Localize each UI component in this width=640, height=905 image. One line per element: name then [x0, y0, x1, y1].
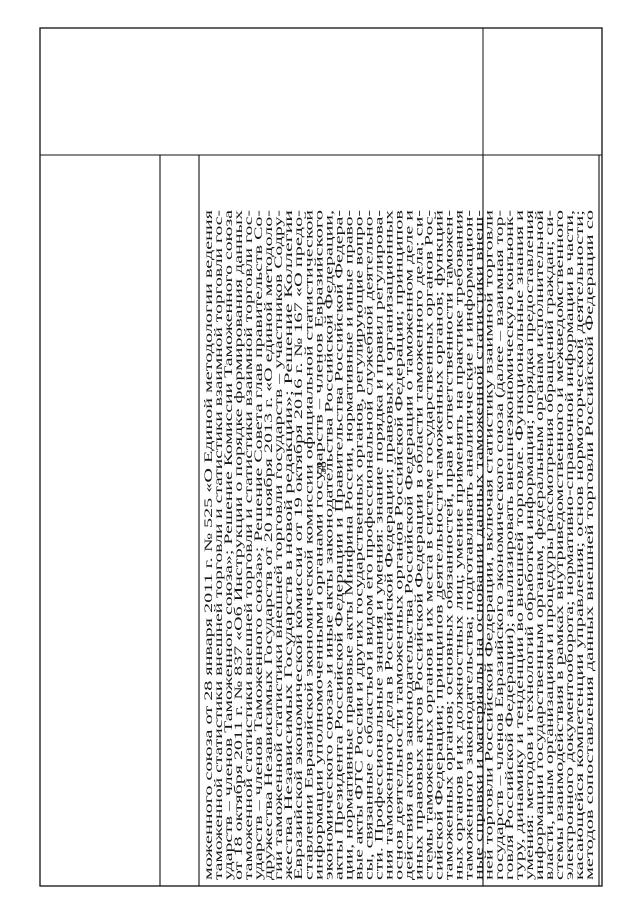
body-line: информации государственным органам, федеральным органам исполнительной	[533, 500, 546, 880]
body-line: от 18 октября 2011 г. № 837 «Об Инструкции о порядке формирования данных	[233, 505, 246, 880]
body-line: экономического союза» и иные акты законодательства Российской Федерации,	[323, 504, 336, 880]
body-line: ции, нормативные правовые акты Минфина России, нормативные и иные право-	[343, 495, 356, 880]
body-line: основ деятельности таможенных органов Российской Федерации; принципов	[393, 510, 406, 880]
body-line: ударств – членов Таможенного союза»; Решение Совета глав правительств Со-	[253, 504, 266, 880]
body-line: ней торговли Российской Федерации, включая статистику взаимной торговли	[483, 510, 496, 880]
body-line: таможенной статистики внешней торговли и статистики взаимной торговли гос-	[213, 496, 226, 880]
page-number: 58	[314, 461, 329, 475]
body-line: стемы взаимодействия в рамках внутриведомственного и межведомственного	[553, 508, 566, 880]
body-line: вые акты ФТС России и других государственных органов, регулирующие вопро-	[353, 494, 366, 880]
body-line: Евразийской экономической комиссии от 19 октября 2016 г. № 167 «О предо-	[293, 511, 306, 880]
body-line: умения: методов и технологий обработки информации; порядка предоставления	[523, 497, 536, 880]
body-line: таможенного законодательства; подготавливать аналитические и информацион-	[463, 499, 476, 880]
body-line: власти, иным организациям и процедуры рассмотрения обращений граждан; си-	[543, 495, 556, 880]
body-line: таможенных органов; основных обязанностей, прав и ответственности таможен-	[443, 494, 456, 880]
body-line: ные справки и материалы на основании данных таможенной статистики внеш-	[473, 503, 486, 880]
body-line: государств – членов Евразийского экономического союза (далее – взаимная тор-	[493, 497, 506, 880]
body-line: сы, связанные с областью и видом его профессиональной служебной деятельно-	[363, 496, 376, 880]
body-line: ударств – членов Таможенного союза»; Решение Комиссии Таможенного союза	[223, 500, 236, 880]
body-line: электронного документооборота; нормативно-справочной информации в части,	[563, 500, 576, 880]
body-line: говля Российской Федерации); анализировать внешнеэкономическую конъюнк-	[503, 500, 516, 880]
body-text-block	[203, 209, 596, 882]
body-line: иных правовых актов Российской Федерации в области таможенного дела; си-	[413, 506, 426, 880]
body-line: моженного союза от 28 января 2011 г. № 525 «О Единой методологии ведения	[203, 508, 215, 880]
body-line: действия актов законодательства Российской Федерации о таможенном деле и	[403, 506, 416, 880]
body-line: стемы таможенных органов и их места в системе государственных органов Рос-	[423, 497, 436, 880]
body-line: туру, динамику и тенденции во внешней торговле. Функциональные знания и	[513, 509, 526, 880]
body-line: сийской Федерации; принципов деятельности таможенных органов; функций	[433, 509, 446, 880]
body-line: сти. Профессиональные знания и умения: знание порядка и правил регулирова-	[373, 499, 386, 880]
body-line: акты Президента Российской Федерации и Правительства Российской Федера-	[333, 503, 346, 880]
body-line: информации уполномоченными органами государств – членов Евразийского	[313, 514, 326, 880]
body-line: ния таможенного дела в Российской Федерации; правовых и организационных	[383, 504, 396, 880]
body-line: жества Независимых Государств в новой редакции»; Решение Коллегии	[283, 536, 296, 880]
body-line: методов сопоставления данных внешней торговли Российской Федерации со	[584, 513, 596, 880]
body-line: таможенной статистики внешней торговли и статистики взаимной торговли гос-	[243, 496, 256, 880]
body-line: дружества Независимых Государств от 20 ноября 2013 г. «О единой методоло-	[263, 506, 276, 880]
body-line: касающейся компетенции управления; основ нормоторческой деятельности;	[573, 515, 586, 880]
body-line: ставлении Евразийской экономической комиссии официальной статистической	[303, 501, 316, 880]
body-line: гии таможенной статистики внешней торговли государств – участников Содру-	[273, 501, 286, 880]
body-line: ных органов и их должностных лиц; умение применять на практике требования	[453, 498, 466, 880]
